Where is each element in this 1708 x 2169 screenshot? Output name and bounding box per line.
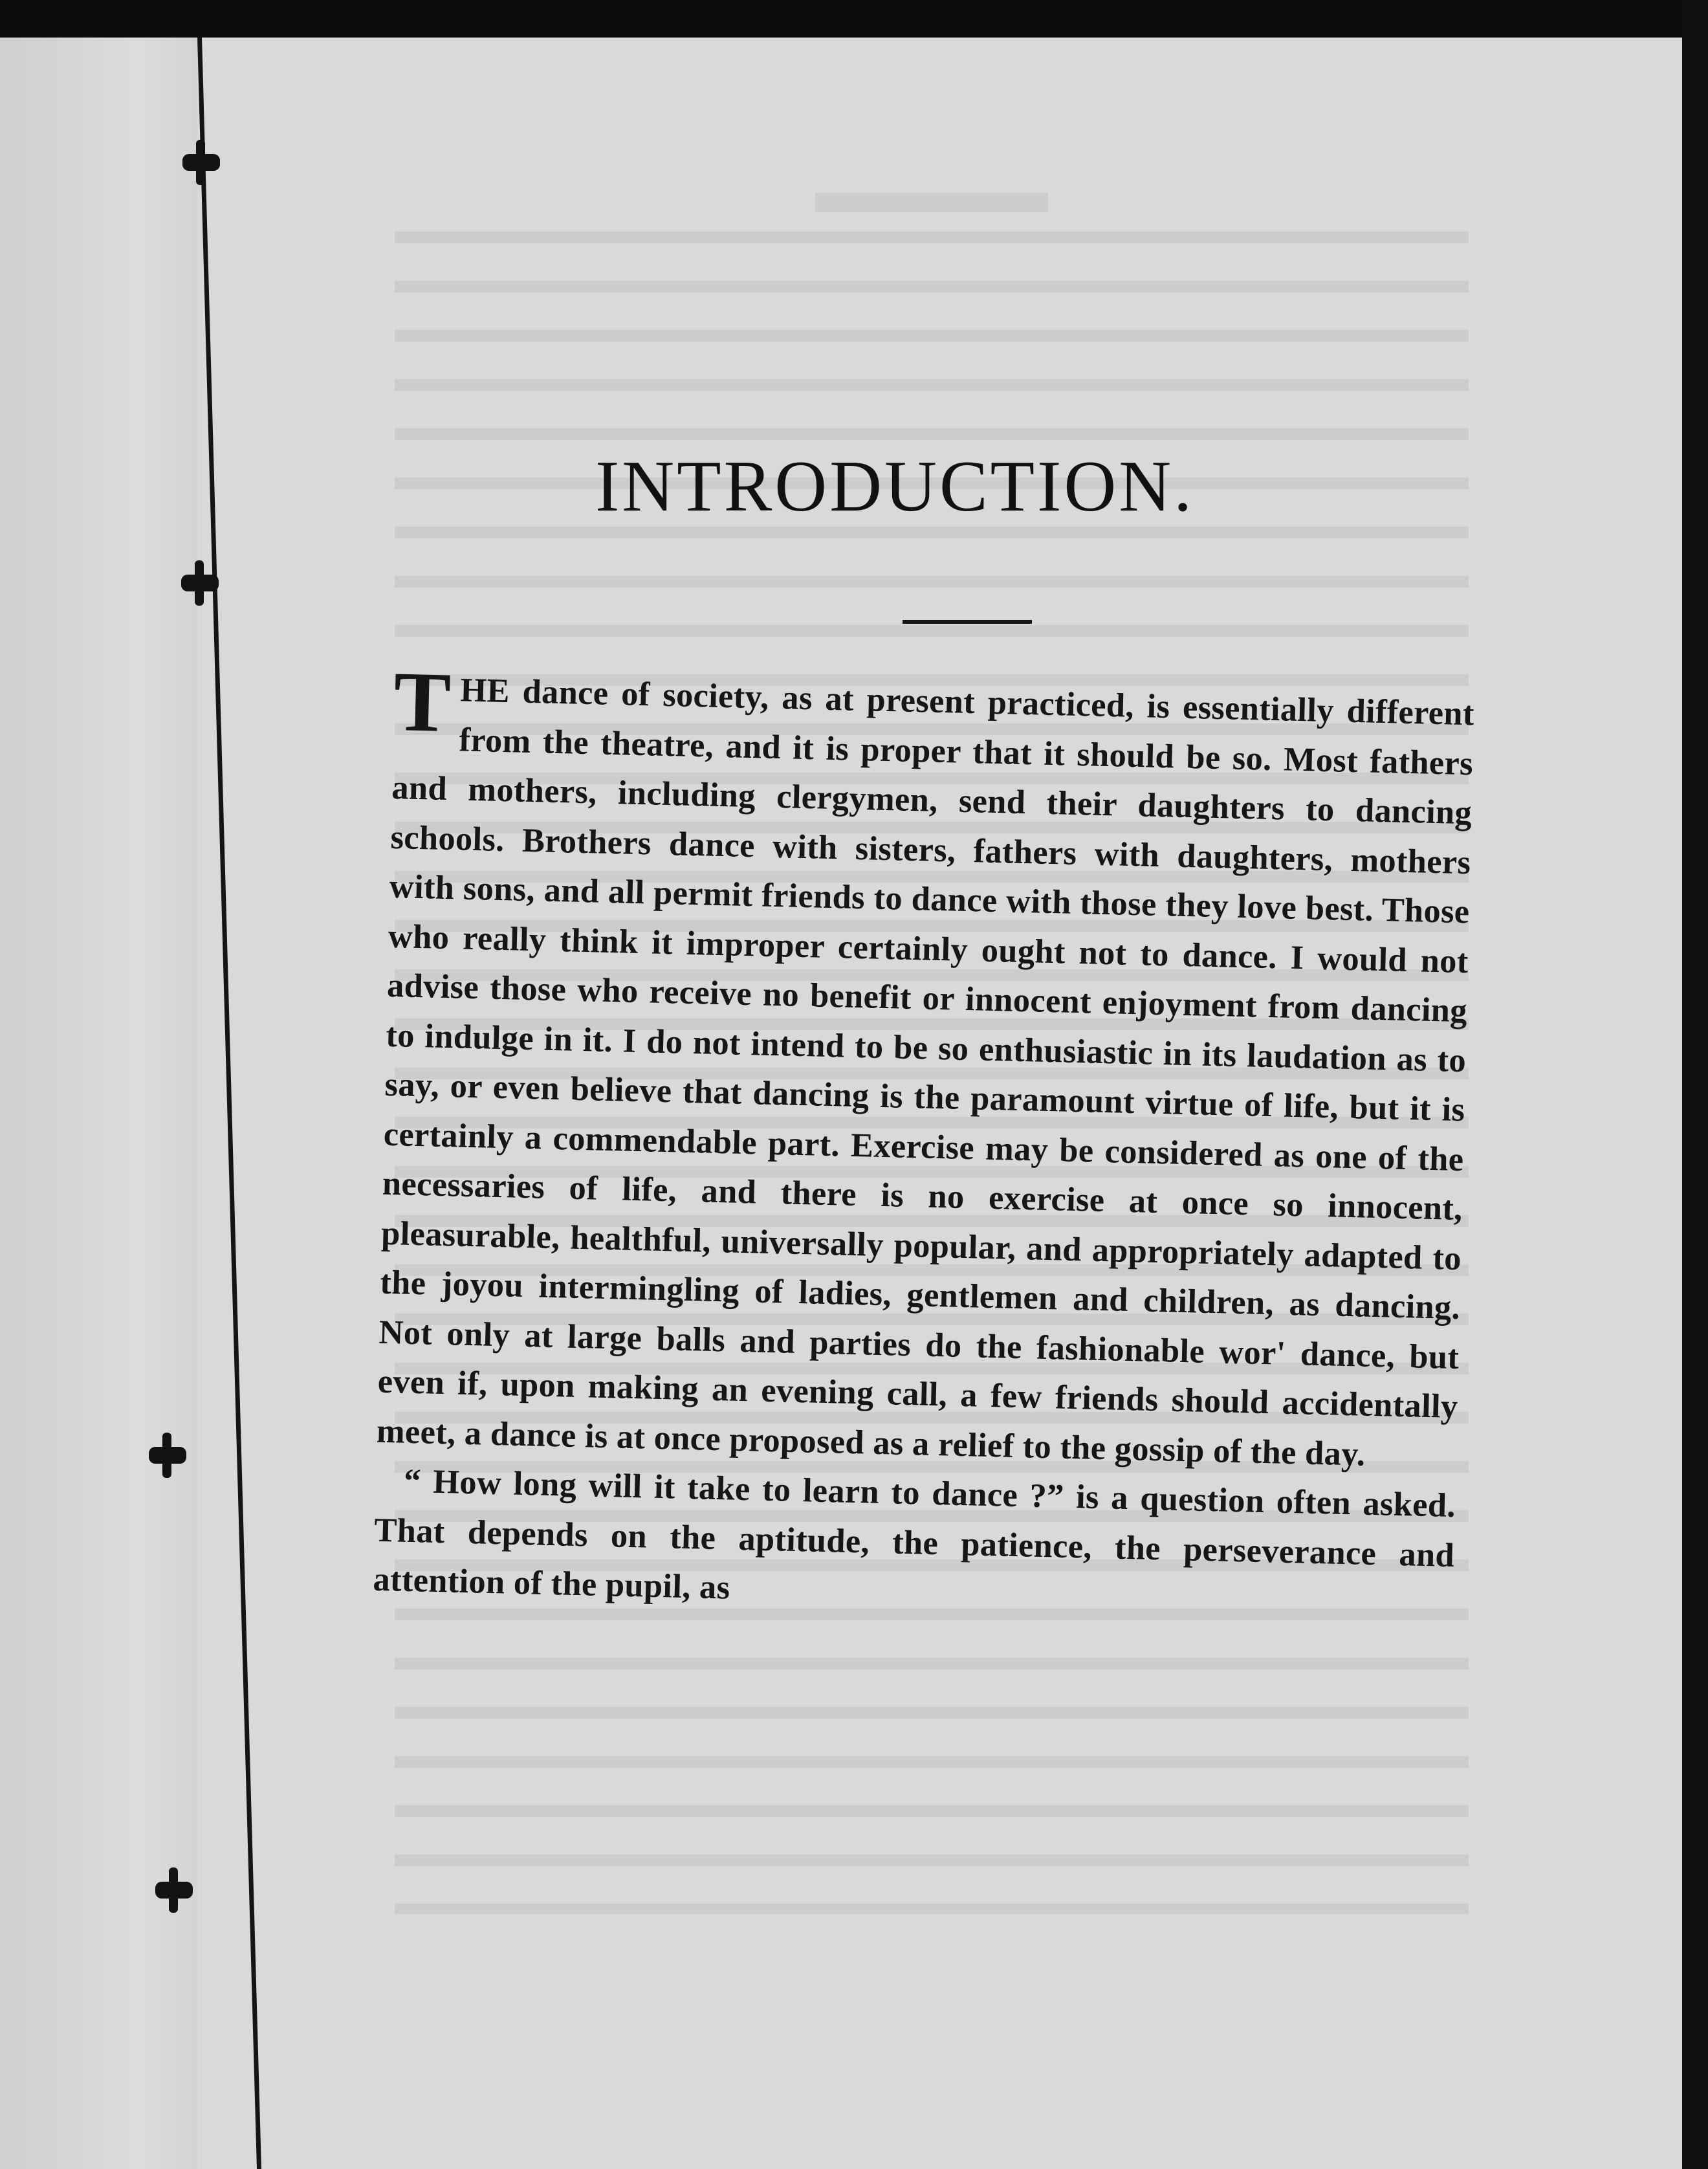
- binding-staple-icon: [155, 1882, 193, 1899]
- paragraph: [376, 654, 1475, 1481]
- paragraph: “ How long will it take to learn to dance ?” is a question often asked. That depends on the aptitude, the patience, the perseverance and attention of the pupil, as: [372, 1462, 1456, 1607]
- book-page: [0, 38, 1708, 2169]
- paragraph-text: HE dance of society, as at present practiced, is essentially different from the theatre, and it is proper that it should be so. Most fathers and mothers, including clergymen, send their daughters to dancing schools. Brothers dance with sisters, fathers with daughters, mothers with sons, and all permit friends to dance with those they love best. Those who really think it improper certainly ought not to dance. I would not advise those who receive no benefit or innocent enjoyment from dancing to indulge in it. I do not intend to be so enthusiastic in its laudation as to say, or even believe that dancing is the paramount virtue of life, but it is certainly a commendable part. Exercise may be considered as one of the necessaries of life, and there is no exercise at once so innocent, pleasurable, healthful, universally popular, and appropriately adapted to the joyou intermingling of ladies, gentlemen and children, as dancing. Not only at large balls and parties do the fashionable wor' dance, but even if, upon making an evening call, a few friends should accidentally meet, a dance is at once proposed as a relief to the gossip of the day.: [376, 671, 1475, 1473]
- binding-staple-icon: [149, 1447, 186, 1464]
- binding-staple-icon: [181, 575, 219, 591]
- binding-staple-icon: [182, 154, 220, 171]
- book-spine: [197, 38, 261, 2169]
- bleed-through-header: [815, 193, 1048, 212]
- page-title: INTRODUCTION.: [595, 446, 1195, 527]
- scan-top-border: [0, 0, 1708, 38]
- body-text: [372, 654, 1475, 1629]
- left-page-margin: [0, 38, 197, 2169]
- title-divider: [903, 620, 1032, 624]
- scan-right-border: [1682, 0, 1708, 2169]
- drop-cap: T: [392, 654, 452, 751]
